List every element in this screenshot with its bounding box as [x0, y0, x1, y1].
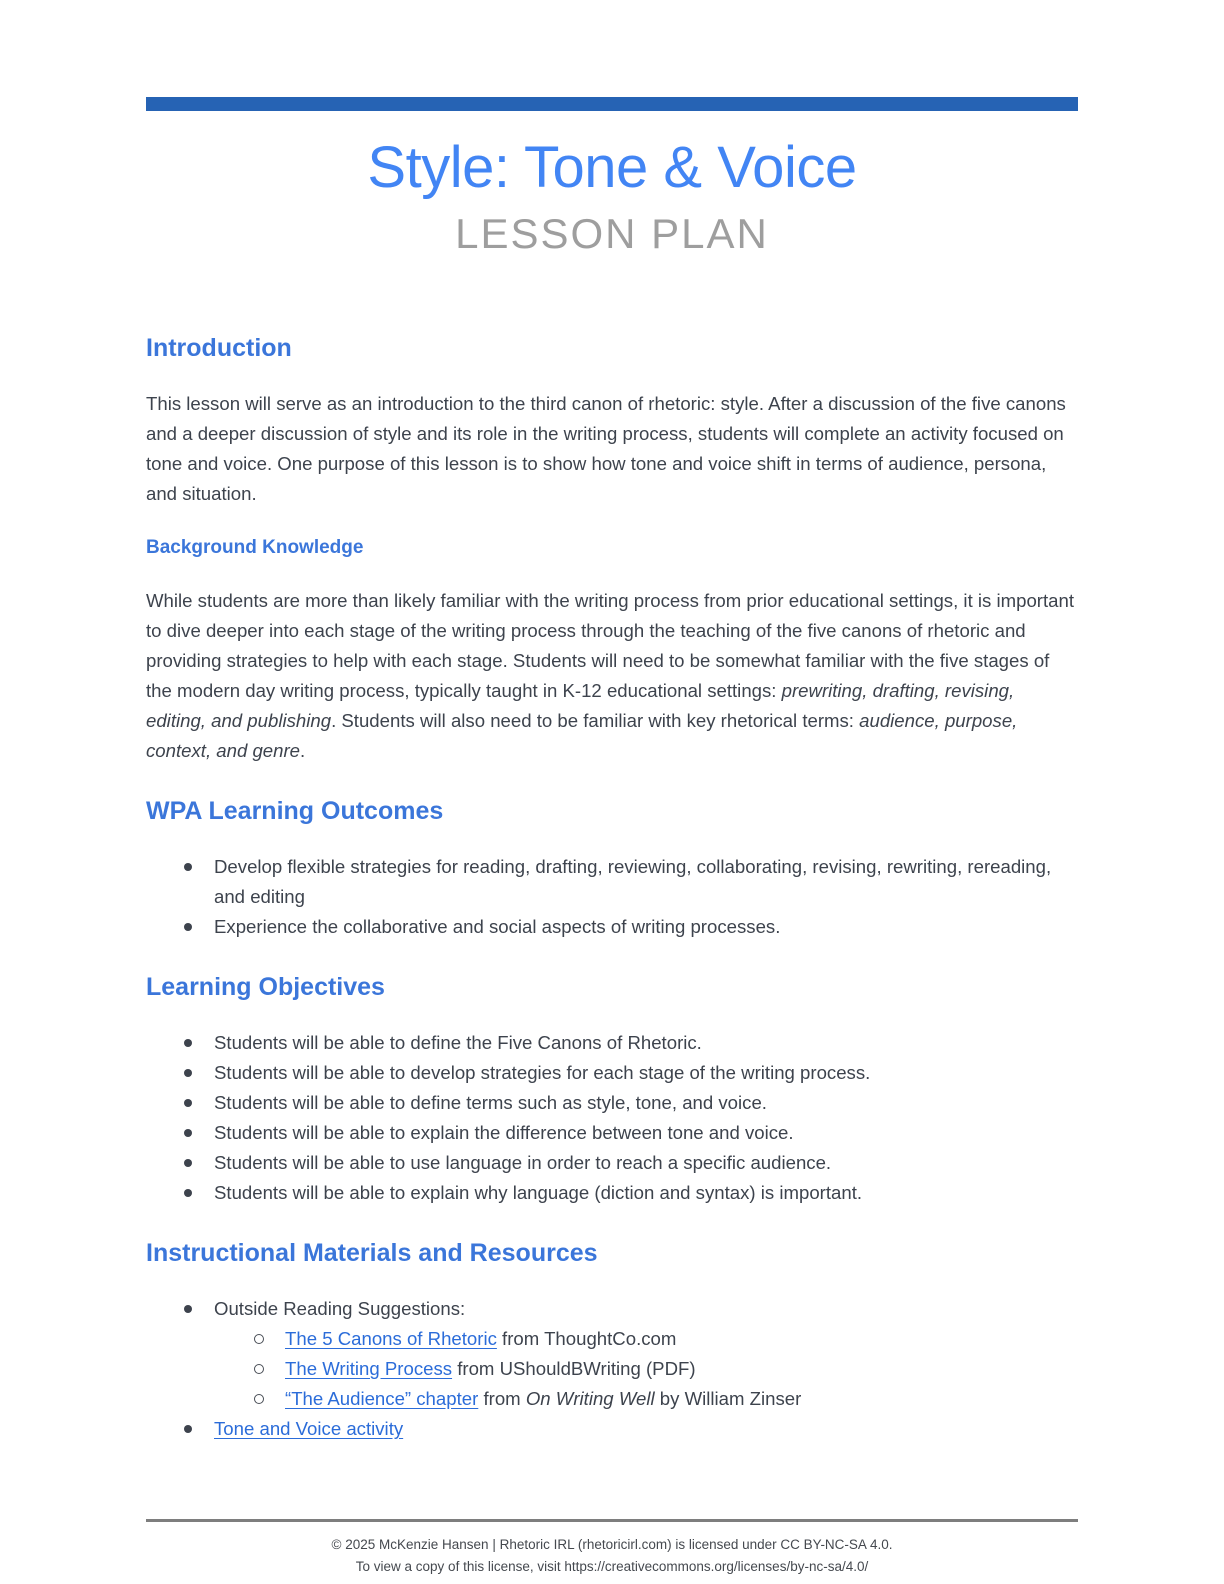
instructional-materials-section	[146, 1238, 1078, 1444]
list-item	[146, 1294, 1078, 1414]
introduction-section	[146, 333, 1078, 509]
the-audience-chapter-link[interactable]: “The Audience” chapter	[285, 1387, 479, 1409]
introduction-paragraph: This lesson will serve as an introduction to the third canon of rhetoric: style. After a discussion of the five canons and a deeper discussion of style and its role in the writing process, students will complete an activity focused on tone and voice. One purpose of this lesson is to show how tone and voice shift in terms of audience, persona, and situation.	[146, 392, 1066, 504]
footer-license-line: © 2025 McKenzie Hansen | Rhetoric IRL (rhetoricirl.com) is licensed under CC BY-NC-SA 4.0.	[331, 1537, 893, 1552]
footer-license-url-line: To view a copy of this license, visit https://creativecommons.org/licenses/by-nc-sa/4.0/	[355, 1559, 869, 1574]
tone-and-voice-activity-link[interactable]: Tone and Voice activity	[214, 1417, 404, 1439]
text-run: from UShouldBWriting (PDF)	[452, 1357, 696, 1379]
outside-reading-sublist	[214, 1324, 1078, 1414]
list-item	[214, 1384, 1078, 1414]
text-run: from	[478, 1387, 526, 1409]
page-footer	[146, 1519, 1078, 1578]
page-title: Style: Tone & Voice	[367, 135, 857, 200]
learning-objectives-list	[146, 1028, 1078, 1208]
background-knowledge-paragraph	[146, 586, 1078, 766]
instructional-materials-heading: Instructional Materials and Resources	[146, 1238, 598, 1267]
five-canons-of-rhetoric-link[interactable]: The 5 Canons of Rhetoric	[285, 1327, 497, 1349]
text-run: audience, purpose, context, and genre	[146, 709, 1018, 761]
wpa-learning-outcomes-section	[146, 796, 1078, 942]
header-accent-bar	[146, 97, 1078, 111]
text-run: . Students will also need to be familiar with key rhetorical terms:	[331, 709, 860, 731]
list-item: Develop flexible strategies for reading, drafting, reviewing, collaborating, revising, rewriting, rereading, and editing	[146, 852, 1078, 912]
the-writing-process-link[interactable]: The Writing Process	[285, 1357, 453, 1379]
text-run: by William Zinser	[654, 1387, 802, 1409]
learning-objectives-heading: Learning Objectives	[146, 972, 385, 1001]
page-content	[146, 97, 1078, 1444]
background-knowledge-section	[146, 536, 1078, 766]
list-item: Students will be able to explain why language (diction and syntax) is important.	[146, 1178, 1078, 1208]
text-run: from ThoughtCo.com	[496, 1327, 677, 1349]
wpa-learning-outcomes-heading: WPA Learning Outcomes	[146, 796, 444, 825]
list-item: Students will be able to explain the difference between tone and voice.	[146, 1118, 1078, 1148]
page-subtitle: LESSON PLAN	[455, 209, 769, 257]
outside-reading-label: Outside Reading Suggestions:	[214, 1297, 466, 1319]
text-run: On Writing Well	[525, 1387, 655, 1409]
list-item: Students will be able to develop strategies for each stage of the writing process.	[146, 1058, 1078, 1088]
introduction-heading: Introduction	[146, 333, 292, 362]
list-item	[146, 1414, 1078, 1444]
text-run: prewriting, drafting, revising, editing, and publishing	[146, 679, 1015, 731]
list-item: Students will be able to define the Five Canons of Rhetoric.	[146, 1028, 1078, 1058]
list-item	[214, 1354, 1078, 1384]
text-run: .	[300, 739, 306, 761]
background-knowledge-heading: Background Knowledge	[146, 536, 364, 558]
learning-objectives-section	[146, 972, 1078, 1208]
list-item	[214, 1324, 1078, 1354]
footer-divider	[146, 1519, 1078, 1522]
instructional-materials-list	[146, 1294, 1078, 1444]
list-item: Students will be able to define terms such as style, tone, and voice.	[146, 1088, 1078, 1118]
wpa-learning-outcomes-list	[146, 852, 1078, 942]
text-run: While students are more than likely familiar with the writing process from prior educational settings, it is important to dive deeper into each stage of the writing process through the teaching of the five canons of rhetoric and providing strategies to help with each stage. Students will need to be somewhat familiar with the five stages of the modern day writing process, typically taught in K-12 educational settings:	[146, 589, 1074, 701]
list-item: Students will be able to use language in order to reach a specific audience.	[146, 1148, 1078, 1178]
list-item: Experience the collaborative and social aspects of writing processes.	[146, 912, 1078, 942]
